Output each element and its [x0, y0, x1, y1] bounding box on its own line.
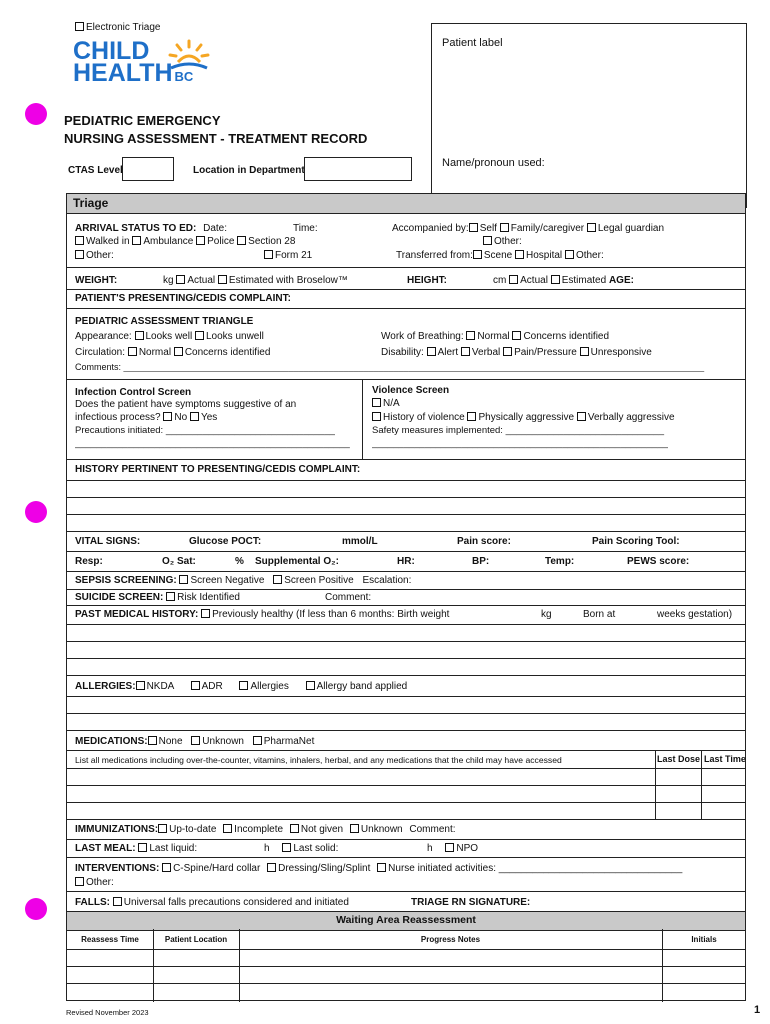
accompanied-row: Accompanied by: Self Family/caregiver Legal guardian: [392, 223, 665, 234]
last-time-header: Last Time: [704, 754, 746, 764]
ctas-label: CTAS Level: [68, 165, 123, 176]
bp-label: BP:: [472, 556, 490, 567]
violence-title: Violence Screen: [372, 385, 450, 396]
checkbox[interactable]: [75, 22, 84, 31]
ctas-input[interactable]: [122, 157, 174, 181]
checkbox[interactable]: [282, 843, 291, 852]
checkbox[interactable]: [201, 609, 210, 618]
checkbox[interactable]: [445, 843, 454, 852]
location-label: Location in Department: [193, 165, 305, 176]
safety-field[interactable]: Safety measures implemented: ______________________________: [372, 425, 665, 436]
triage-rn-signature: TRIAGE RN SIGNATURE:: [411, 897, 531, 908]
checkbox[interactable]: [509, 275, 518, 284]
violence-na: N/A: [372, 398, 400, 409]
electronic-triage-option[interactable]: Electronic Triage: [75, 22, 160, 33]
revised-date: Revised November 2023: [66, 1008, 149, 1017]
checkbox[interactable]: [565, 250, 574, 259]
checkbox[interactable]: [587, 223, 596, 232]
patient-label-text: Patient label: [442, 37, 503, 49]
last-meal-row: LAST MEAL: Last liquid:: [75, 843, 198, 854]
last-dose-header: Last Dose: [657, 754, 701, 764]
last-solid-group: h Last solid:: [264, 843, 339, 854]
checkbox[interactable]: [512, 331, 521, 340]
pmh-row: PAST MEDICAL HISTORY: Previously healthy (If less than 6 months: Birth weight: [75, 609, 450, 620]
vital-signs-label: VITAL SIGNS:: [75, 536, 141, 547]
weeks-gestation: weeks gestation): [657, 609, 733, 620]
checkbox[interactable]: [377, 863, 386, 872]
checkbox[interactable]: [163, 412, 172, 421]
form21-option: Form 21: [264, 250, 312, 261]
height-options: cm Actual Estimated AGE:: [493, 275, 634, 286]
checkbox[interactable]: [191, 681, 200, 690]
infection-title: Infection Control Screen: [75, 387, 192, 398]
checkbox[interactable]: [372, 412, 381, 421]
height-label: HEIGHT:: [407, 275, 447, 286]
medications-row: MEDICATIONS: None Unknown PharmaNet: [75, 736, 315, 747]
checkbox[interactable]: [473, 250, 482, 259]
checkbox[interactable]: [75, 236, 84, 245]
precautions-line[interactable]: ____________________________________________________: [75, 438, 350, 449]
checkbox[interactable]: [223, 824, 232, 833]
checkbox[interactable]: [128, 347, 137, 356]
checkbox[interactable]: [372, 398, 381, 407]
percent-unit: %: [235, 556, 244, 567]
col-initials: Initials: [691, 935, 717, 944]
checkbox[interactable]: [218, 275, 227, 284]
checkbox[interactable]: [580, 347, 589, 356]
checkbox[interactable]: [273, 575, 282, 584]
weight-options: kg Actual Estimated with Broselow™: [163, 275, 348, 286]
checkbox[interactable]: [113, 897, 122, 906]
suicide-row: SUICIDE SCREEN: Risk Identified: [75, 592, 240, 603]
checkbox[interactable]: [551, 275, 560, 284]
checkbox[interactable]: [138, 843, 147, 852]
transferred-row: Transferred from: Scene Hospital Other:: [396, 250, 604, 261]
checkbox[interactable]: [515, 250, 524, 259]
checkbox[interactable]: [195, 331, 204, 340]
pat-comments[interactable]: Comments: ____________________________________________________________________________________________________________________: [75, 362, 705, 372]
hr-label: HR:: [397, 556, 415, 567]
suicide-comment: Comment:: [325, 592, 372, 603]
checkbox[interactable]: [162, 863, 171, 872]
child-health-bc-logo: CHILD HEALTH BC: [73, 40, 193, 88]
checkbox[interactable]: [427, 347, 436, 356]
allergies-row: ALLERGIES: NKDA ADR Allergies Allergy band applied: [75, 681, 408, 692]
checkbox[interactable]: [237, 236, 246, 245]
checkbox[interactable]: [267, 863, 276, 872]
pews-label: PEWS score:: [627, 556, 690, 567]
circulation-row: Circulation: Normal Concerns identified: [75, 347, 271, 358]
sepsis-row: SEPSIS SCREENING: Screen Negative Screen Positive Escalation:: [75, 575, 412, 586]
col-progress-notes: Progress Notes: [420, 935, 481, 944]
checkbox[interactable]: [191, 736, 200, 745]
checkbox[interactable]: [75, 877, 84, 886]
checkbox[interactable]: [469, 223, 478, 232]
page-number: 1: [754, 1004, 761, 1016]
checkbox[interactable]: [500, 223, 509, 232]
punch-hole: [25, 898, 47, 920]
checkbox[interactable]: [461, 347, 470, 356]
checkbox[interactable]: [174, 347, 183, 356]
mmol-unit: mmol/L: [342, 536, 378, 547]
location-input[interactable]: [304, 157, 412, 181]
pain-score-label: Pain score:: [457, 536, 511, 547]
arrival-mode-row: Walked in Ambulance Police Section 28: [75, 236, 295, 247]
arrival-time: Time:: [293, 223, 318, 234]
checkbox[interactable]: [306, 681, 315, 690]
violence-options: History of violence Physically aggressive Verbally aggressive: [372, 412, 675, 423]
supp-o2-label: Supplemental O₂:: [255, 556, 339, 567]
pmh-kg: kg: [541, 609, 552, 620]
triage-form: [66, 193, 746, 1001]
born-at: Born at: [583, 609, 616, 620]
checkbox[interactable]: [483, 236, 492, 245]
accompanied-other: Other:: [483, 236, 522, 247]
interventions-row: INTERVENTIONS: C-Spine/Hard collar Dressing/Sling/Splint Nurse initiated activities: _________________________________: [75, 863, 683, 874]
precautions-field[interactable]: Precautions initiated: ________________________________: [75, 425, 335, 436]
infection-question: Does the patient have symptoms suggestive of an: [75, 399, 297, 410]
temp-label: Temp:: [545, 556, 575, 567]
checkbox[interactable]: [503, 347, 512, 356]
pain-tool-label: Pain Scoring Tool:: [592, 536, 680, 547]
checkbox[interactable]: [75, 250, 84, 259]
checkbox[interactable]: [166, 592, 175, 601]
checkbox[interactable]: [264, 250, 273, 259]
falls-row: FALLS: Universal falls precautions considered and initiated: [75, 897, 349, 908]
checkbox[interactable]: [132, 236, 141, 245]
work-breathing-row: Work of Breathing: Normal Concerns identified: [381, 331, 610, 342]
checkbox[interactable]: [148, 736, 157, 745]
interventions-other: Other:: [75, 877, 114, 888]
checkbox[interactable]: [467, 412, 476, 421]
sun-icon: [167, 38, 211, 72]
checkbox[interactable]: [190, 412, 199, 421]
form-title-line2: NURSING ASSESSMENT - TREATMENT RECORD: [64, 131, 368, 146]
resp-label: Resp:: [75, 556, 103, 567]
checkbox[interactable]: [158, 824, 167, 833]
o2sat-label: O₂ Sat:: [162, 556, 196, 567]
punch-hole: [25, 501, 47, 523]
checkbox[interactable]: [196, 236, 205, 245]
checkbox[interactable]: [466, 331, 475, 340]
checkbox[interactable]: [253, 736, 262, 745]
form-title-line1: PEDIATRIC EMERGENCY: [64, 113, 221, 128]
checkbox[interactable]: [239, 681, 248, 690]
pat-title: PEDIATRIC ASSESSMENT TRIANGLE: [75, 316, 254, 327]
checkbox[interactable]: [136, 681, 145, 690]
infection-answer: infectious process? No Yes: [75, 412, 218, 423]
arrival-other: Other:: [75, 250, 114, 261]
checkbox[interactable]: [176, 275, 185, 284]
checkbox[interactable]: [290, 824, 299, 833]
npo-group: h NPO: [427, 843, 479, 854]
arrival-row1: ARRIVAL STATUS TO ED: Date:: [75, 223, 227, 234]
checkbox[interactable]: [135, 331, 144, 340]
patient-label-box[interactable]: [431, 23, 747, 208]
medication-instructions: List all medications including over-the-counter, vitamins, inhalers, herbal, and any medications that the child may have accessed: [75, 755, 562, 765]
appearance-row: Appearance: Looks well Looks unwell: [75, 331, 264, 342]
disability-row: Disability: Alert Verbal Pain/Pressure Unresponsive: [381, 347, 652, 358]
name-pronoun-text: Name/pronoun used:: [442, 157, 545, 169]
waiting-area-header: Waiting Area Reassessment: [67, 911, 745, 931]
punch-hole: [25, 103, 47, 125]
col-reassess-time: Reassess Time: [81, 935, 139, 944]
checkbox[interactable]: [179, 575, 188, 584]
glucose-label: Glucose POCT:: [189, 536, 262, 547]
checkbox[interactable]: [577, 412, 586, 421]
safety-line[interactable]: ________________________________________________________: [372, 438, 668, 449]
weight-row: WEIGHT:: [75, 275, 118, 286]
col-patient-location: Patient Location: [164, 935, 228, 944]
presenting-complaint-label: PATIENT'S PRESENTING/CEDIS COMPLAINT:: [75, 293, 291, 304]
immunizations-row: IMMUNIZATIONS: Up-to-date Incomplete Not given Unknown Comment:: [75, 824, 456, 835]
history-pertinent-label: HISTORY PERTINENT TO PRESENTING/CEDIS COMPLAINT:: [75, 464, 361, 475]
checkbox[interactable]: [350, 824, 359, 833]
triage-header: Triage: [67, 194, 745, 214]
